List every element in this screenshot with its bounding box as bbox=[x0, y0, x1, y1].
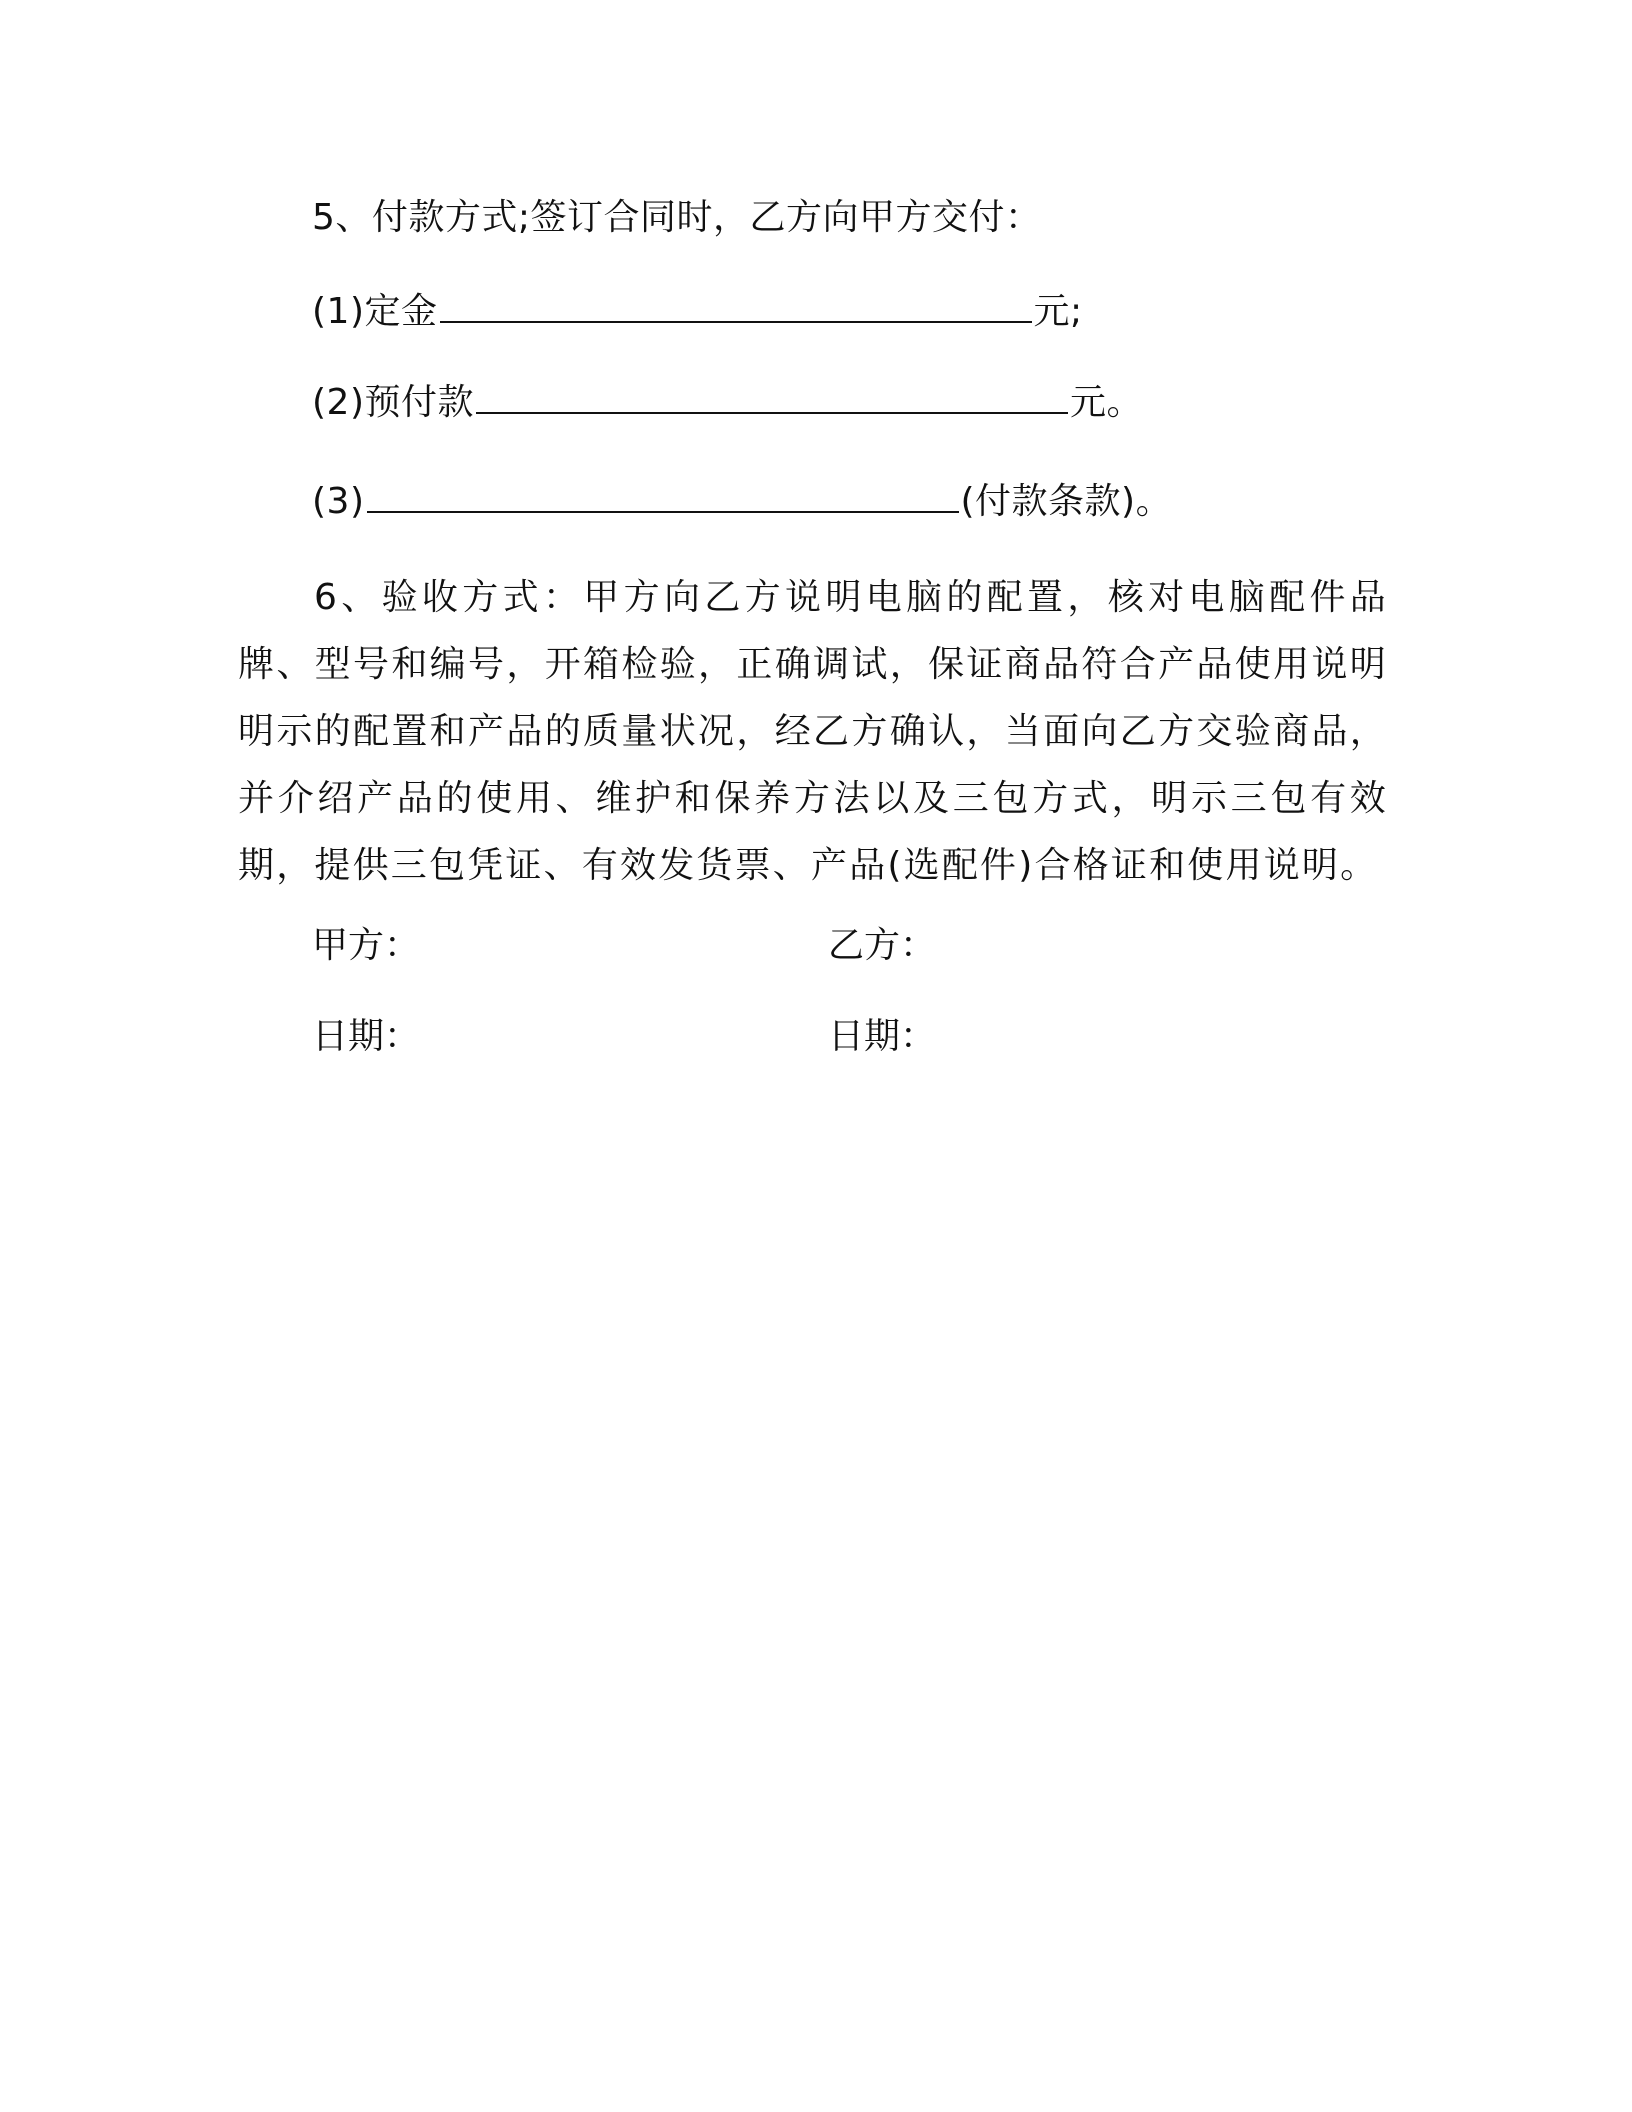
prepayment-blank-line bbox=[476, 382, 1068, 414]
payment-terms-suffix: (付款条款)。 bbox=[960, 481, 1173, 522]
clause-5-heading: 5、付款方式;签订合同时，乙方向甲方交付： bbox=[312, 197, 1042, 238]
payment-terms-blank-line bbox=[367, 481, 959, 513]
item-3-label: (3) bbox=[312, 481, 365, 522]
deposit-label: (1)定金 bbox=[312, 291, 438, 332]
clause-5-item-3 bbox=[312, 480, 1172, 524]
deposit-blank-line bbox=[440, 291, 1032, 323]
prepayment-label: (2)预付款 bbox=[312, 382, 474, 423]
clause-6-paragraph: 6、验收方式：甲方向乙方说明电脑的配置，核对电脑配件品牌、型号和编号，开箱检验，正确调试，保证商品符合产品使用说明明示的配置和产品的质量状况，经乙方确认，当面向乙方交验商品，并介绍产品的使用、维护和保养方法以及三包方式，明示三包有效期，提供三包凭证、有效发货票、产品(选配件)合格证和使用说明。 bbox=[238, 577, 1388, 886]
party-b-label: 乙方： bbox=[828, 925, 937, 966]
party-a-label: 甲方： bbox=[312, 925, 421, 966]
party-b-date-label: 日期： bbox=[828, 1016, 937, 1057]
prepayment-unit: 元。 bbox=[1070, 382, 1144, 423]
party-a-date-label: 日期： bbox=[312, 1016, 421, 1057]
deposit-unit: 元; bbox=[1033, 291, 1083, 332]
clause-5-item-2 bbox=[312, 381, 1143, 425]
clause-5-item-1 bbox=[312, 290, 1083, 334]
